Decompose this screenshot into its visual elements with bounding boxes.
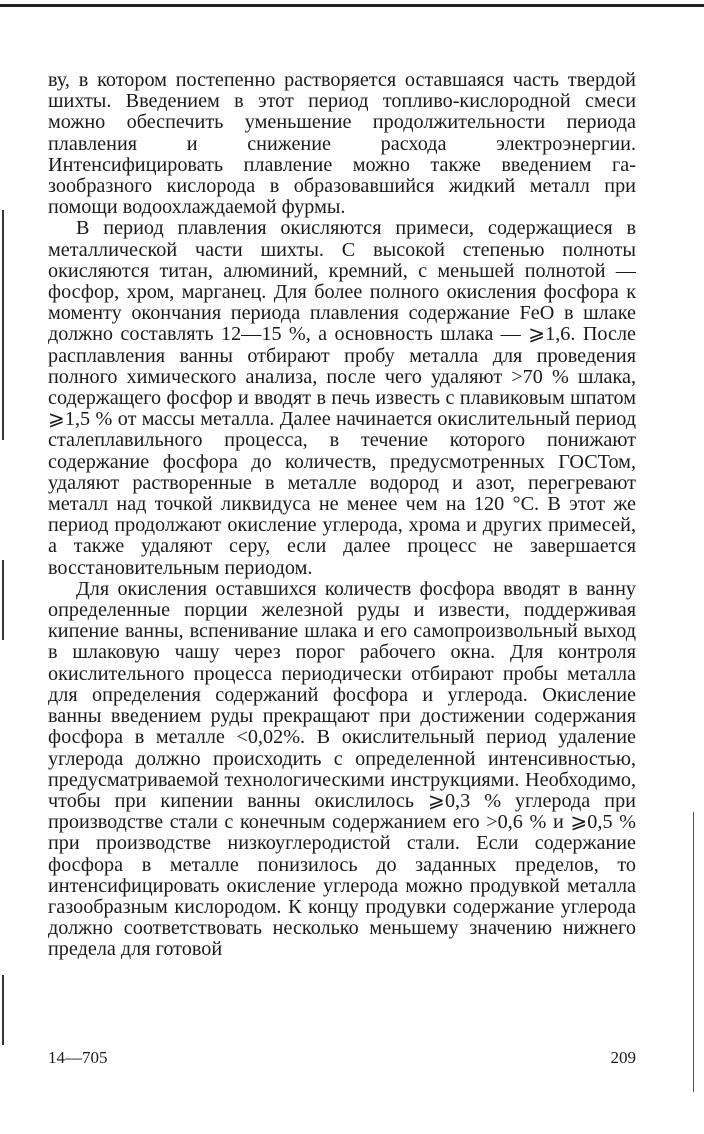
left-scan-edge: [2, 975, 4, 1045]
left-scan-edge: [2, 210, 4, 440]
page-body: [48, 70, 636, 961]
right-scan-edge: [693, 812, 694, 1092]
top-border-line: [0, 4, 704, 7]
paragraph-melting-period: В период плавления окисляются примеси, содержащиеся в металлической части шихты. С высокой степенью полноты окисляются титан, алюминий, кремний, с меньшей полнотой — фосфор, хром, марганец. Для более полного окисления фосфора к моменту окончания периода плавления содержание FeO в шлаке должно составлять 12—15 %, а основность шлака — ⩾1,6. После расплавления ванны отбирают пробу металла для проведения полного химического анализа, после чего удаляют >70 % шлака, содержащего фосфор и вводят в печь известь с плавиковым шпатом ⩾1,5 % от массы металла. Далее начинается окислительный период сталеплавильного процесса, в течение которого понижают содержание фосфора до количеств, предусмотренных ГОСТом, удаляют растворенные в металле водород и азот, перегревают металл над точкой ликвидуса не менее чем на 120 °С. В этот же период продолжают окисление углерода, хрома и других примесей, а также удаляют серу, если далее процесс не завершается восстановительным периодом.: [48, 217, 636, 579]
page-number: 209: [610, 1048, 636, 1067]
page-footer: [48, 1046, 636, 1070]
printer-signature: 14—705: [48, 1048, 108, 1067]
paragraph-phosphorus-oxidation: Для окисления оставшихся количеств фосфора вводят в ванну определенные порции железной руды и извести, поддерживая кипение ванны, вспенивание шлака и его самопроизвольный выход в шлаковую чашу через порог рабочего окна. Для контроля окислительного процесса периодически отбирают пробы металла для определения содержаний фосфора и углерода. Окисление ванны введением руды прекращают при достижении содержания фосфора в металле <0,02%. В окислительный период удаление углерода должно происходить с определенной интенсивностью, предусматриваемой технологическими инструкциями. Необходимо, чтобы при кипении ванны окислилось ⩾0,3 % углерода при производстве стали с конечным содержанием его >0,6 % и ⩾0,5 % при производстве низкоуглеродистой стали. Если содержание фосфора в металле понизилось до заданных пределов, то интенсифицировать окисление углерода можно продувкой металла газообразным кислородом. К концу продувки содержание углерода должно соответствовать несколько меньшему значению нижнего предела для готовой: [48, 577, 636, 961]
paragraph-continuation: ву, в котором постепенно растворяется оставшаяся часть твердой шихты. Введением в этот период топливо-кислородной смеси можно обеспечить уменьшение продолжительности периода плавления и снижение расхода электроэнергии. Интенсифицировать плавление можно также введением газообразного кислорода в образовавшийся жидкий металл при помощи водоохлаждаемой фурмы.: [48, 69, 636, 219]
left-scan-edge: [2, 560, 4, 640]
